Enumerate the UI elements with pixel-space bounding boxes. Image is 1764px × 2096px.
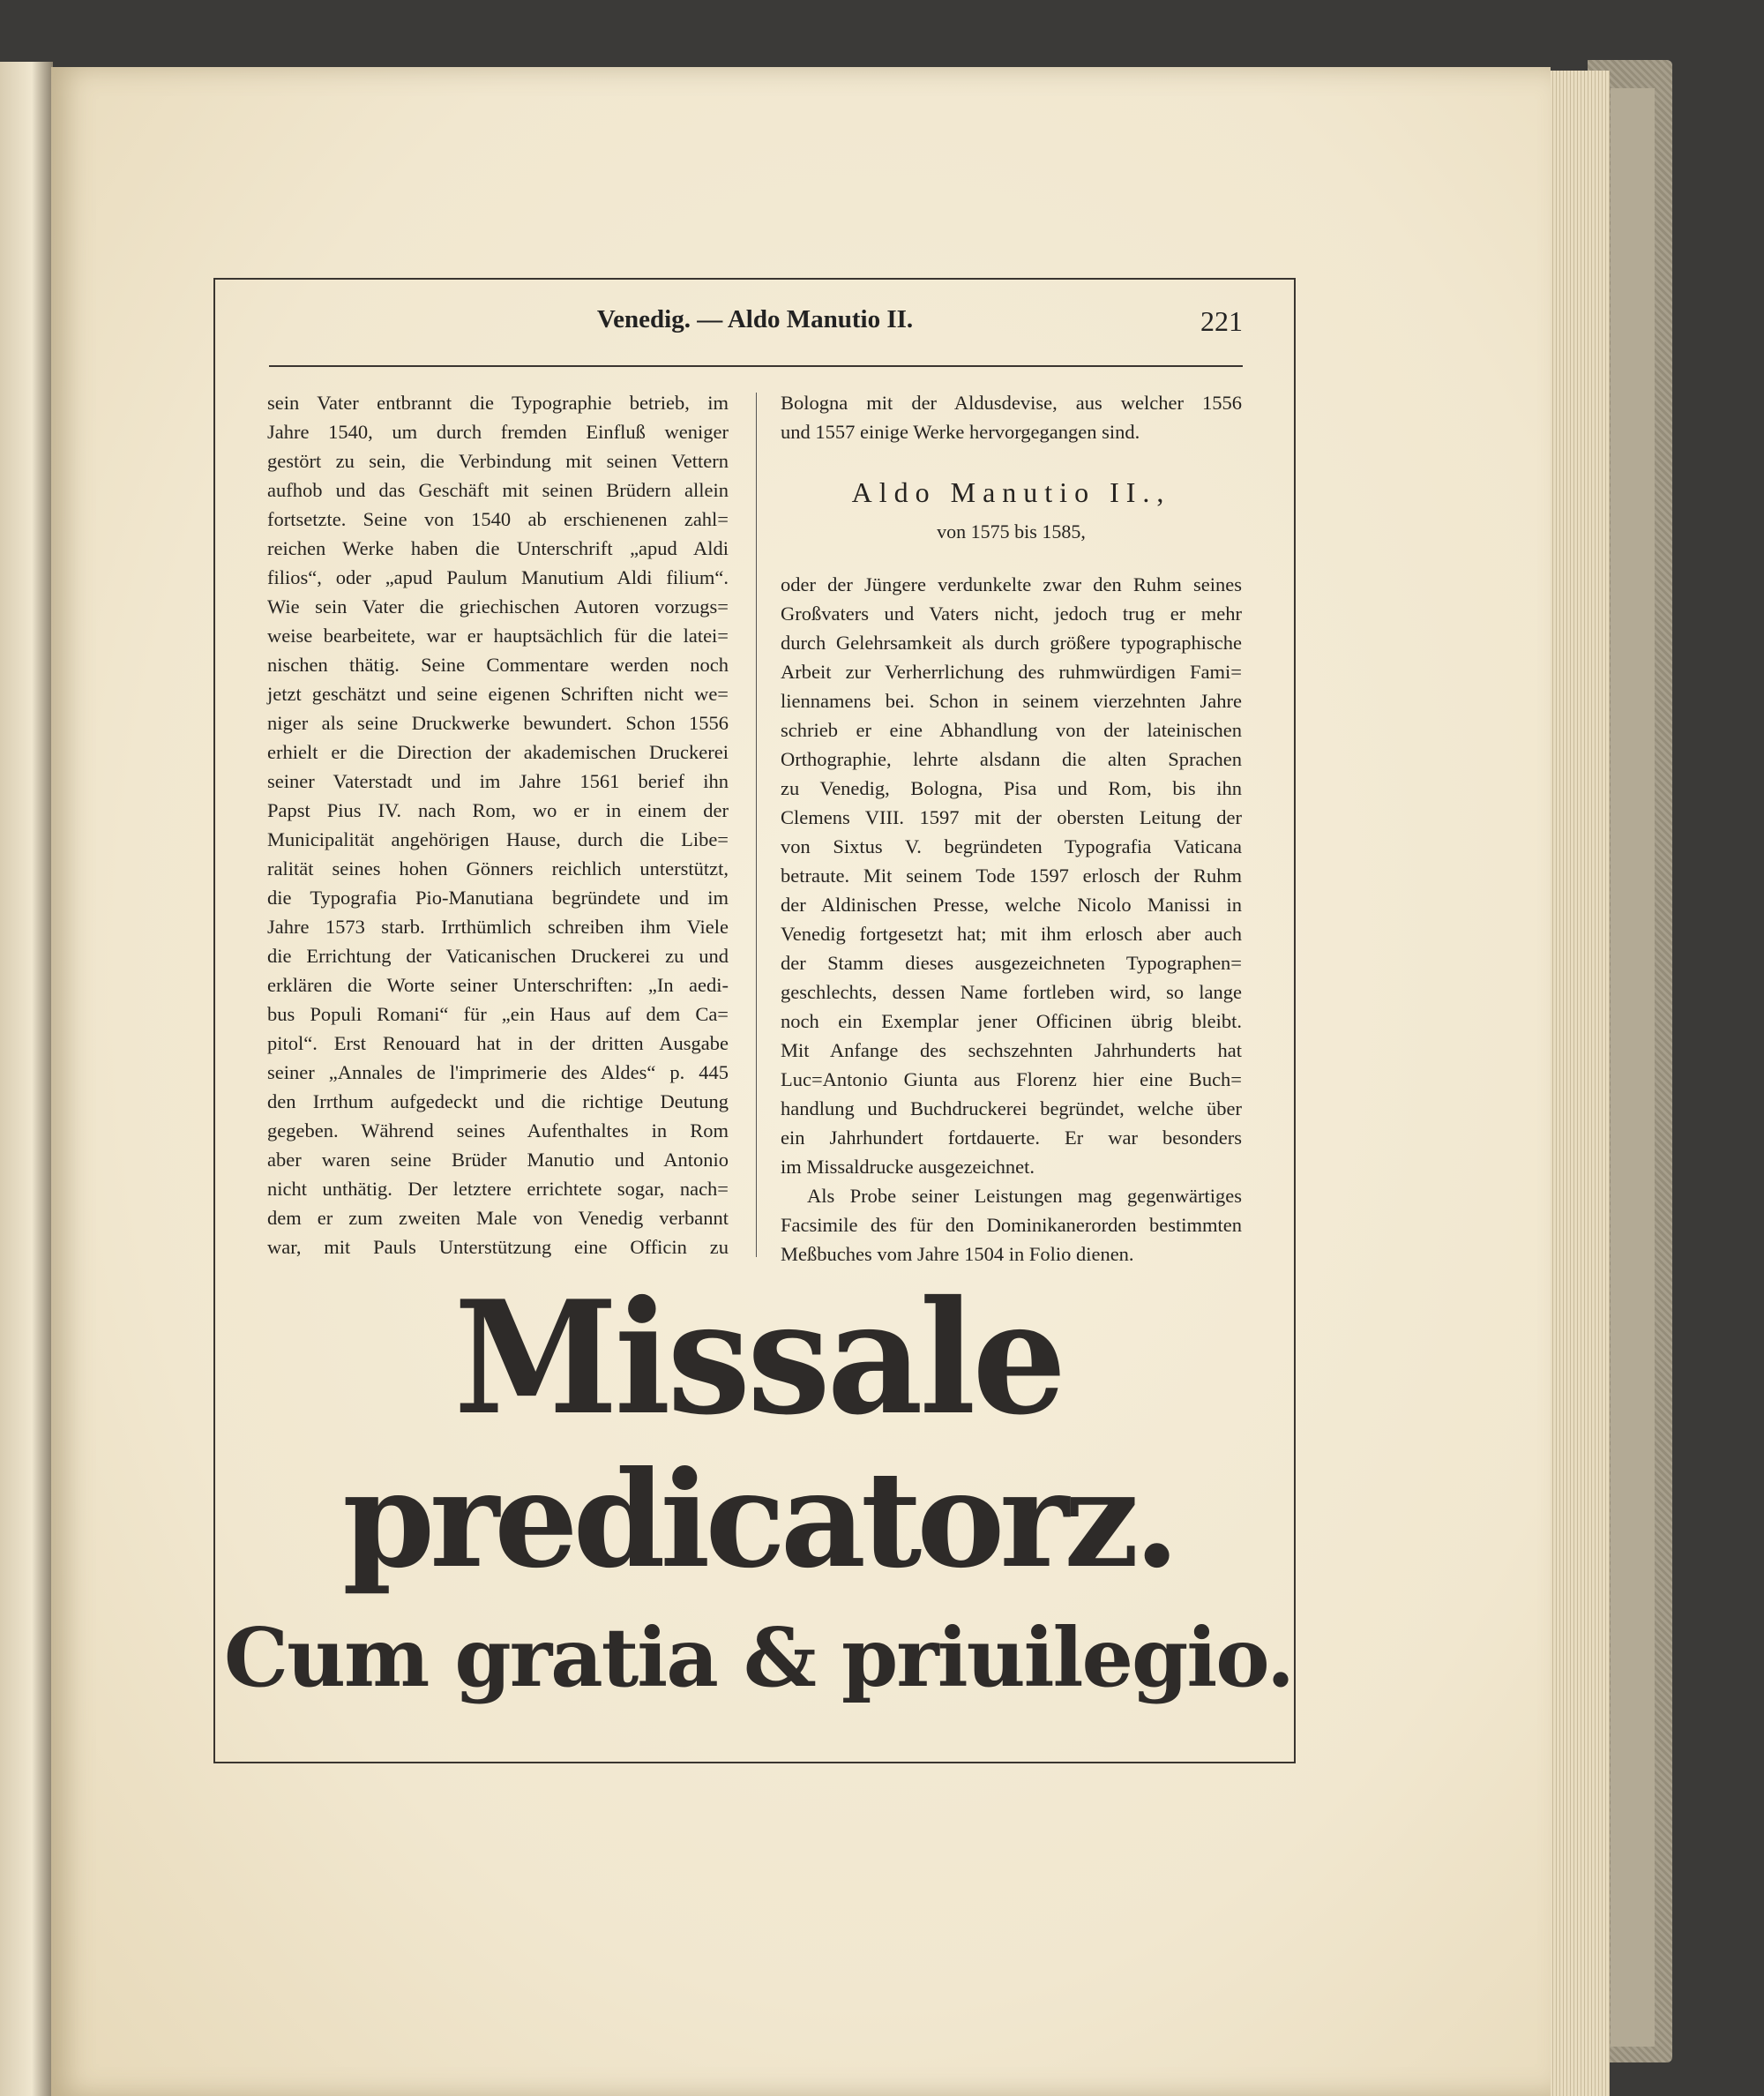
page-number: 221: [1200, 305, 1243, 337]
text-line: gegeben. Während seines Aufenthaltes in Rom: [267, 1119, 729, 1142]
text-line: aufhob und das Geschäft mit seinen Brüdern allein: [267, 479, 729, 501]
text-line: ralität seines hohen Gönners reichlich unterstützt,: [267, 857, 729, 880]
text-line: pitol“. Erst Renouard hat in der dritten Ausgabe: [267, 1032, 729, 1054]
text-line: nicht unthätig. Der letztere errichtete sogar, nach=: [267, 1178, 729, 1200]
page-header: [267, 305, 1243, 341]
text-line: Papst Pius IV. nach Rom, wo er in einem der: [267, 799, 729, 821]
text-line: reichen Werke haben die Unterschrift „apud Aldi: [267, 537, 729, 559]
text-line: zu Venedig, Bologna, Pisa und Rom, bis ihn: [781, 777, 1242, 799]
section-subheading: von 1575 bis 1585,: [937, 520, 1086, 543]
text-line: noch ein Exemplar jener Officinen übrig bleibt.: [781, 1010, 1242, 1032]
text-line: oder der Jüngere verdunkelte zwar den Ruhm seines: [781, 573, 1242, 595]
text-line: weise bearbeitete, war er hauptsächlich für die latei=: [267, 625, 729, 647]
text-line: Orthographie, lehrte alsdann die alten Sprachen: [781, 748, 1242, 770]
header-rule: [269, 365, 1243, 367]
text-line: liennamens bei. Schon in seinem vierzehnten Jahre: [781, 690, 1242, 712]
facsimile-privilege-line: Cum gratia & priuilegio.: [223, 1610, 1294, 1705]
text-line: ein Jahrhundert fortdauerte. Er war besonders: [781, 1127, 1242, 1149]
text-line: von Sixtus V. begründeten Typografia Vaticana: [781, 835, 1242, 857]
text-line: Jahre 1573 starb. Irrthümlich schreiben ihm Viele: [267, 916, 729, 938]
text-line: die Typografia Pio-Manutiana begründete und im: [267, 887, 729, 909]
text-line: handlung und Buchdruckerei begründet, welche über: [781, 1097, 1242, 1119]
text-line: erklären die Worte seiner Unterschriften: „In aedi-: [267, 974, 729, 996]
text-line: den Irrthum aufgedeckt und die richtige Deutung: [267, 1090, 729, 1112]
facsimile-title-predicatorum: predicatorz.: [342, 1442, 1175, 1598]
text-line: seiner Vaterstadt und im Jahre 1561 berief ihn: [267, 770, 729, 792]
text-line: war, mit Pauls Unterstützung eine Officin zu: [267, 1236, 729, 1258]
text-line: die Errichtung der Vaticanischen Druckerei zu und: [267, 945, 729, 967]
text-line: sein Vater entbrannt die Typographie betrieb, im: [267, 392, 729, 414]
text-line: Großvaters und Vaters nicht, jedoch trug er mehr: [781, 603, 1242, 625]
text-line: und 1557 einige Werke hervorgegangen sind.: [781, 421, 1140, 443]
text-line: der Stamm dieses ausgezeichneten Typographen=: [781, 952, 1242, 974]
text-line: Wie sein Vater die griechischen Autoren vorzugs=: [267, 595, 729, 618]
right-text-column: [781, 388, 1242, 1269]
text-line: im Missaldrucke ausgezeichnet.: [781, 1156, 1035, 1178]
text-line: dem er zum zweiten Male von Venedig verbannt: [267, 1207, 729, 1229]
text-line: gestört zu sein, die Verbindung mit seinen Vettern: [267, 450, 729, 472]
left-text-column: [267, 388, 729, 1261]
text-line: Arbeit zur Verherrlichung des ruhmwürdigen Fami=: [781, 661, 1242, 683]
text-line: Jahre 1540, um durch fremden Einfluß weniger: [267, 421, 729, 443]
text-line: geschlechts, dessen Name fortleben wird, so lange: [781, 981, 1242, 1003]
text-line: seiner „Annales de l'imprimerie des Aldes“ p. 445: [267, 1061, 729, 1083]
column-divider: [756, 393, 757, 1257]
book-board: [1611, 88, 1655, 2047]
text-line: Facsimile des für den Dominikanerorden bestimmten: [781, 1214, 1242, 1236]
text-line: aber waren seine Brüder Manutio und Antonio: [267, 1149, 729, 1171]
text-line: Luc=Antonio Giunta aus Florenz hier eine Buch=: [781, 1068, 1242, 1090]
text-line: Als Probe seiner Leistungen mag gegenwärtiges: [807, 1185, 1242, 1207]
text-line: Clemens VIII. 1597 mit der obersten Leitung der: [781, 806, 1242, 828]
text-line: filios“, oder „apud Paulum Manutium Aldi filium“.: [267, 566, 729, 588]
facsimile-title-missale: Missale: [453, 1266, 1064, 1449]
text-line: Mit Anfange des sechszehnten Jahrhunderts hat: [781, 1039, 1242, 1061]
text-line: Venedig fortgesetzt hat; mit ihm erlosch aber auch: [781, 923, 1242, 945]
text-line: durch Gelehrsamkeit als durch größere typographische: [781, 632, 1242, 654]
section-heading: Aldo Manutio II.,: [851, 476, 1171, 508]
text-line: Bologna mit der Aldusdevise, aus welcher 1556: [781, 392, 1242, 414]
text-line: bus Populi Romani“ für „ein Haus auf dem Ca=: [267, 1003, 729, 1025]
text-line: schrieb er eine Abhandlung von der lateinischen: [781, 719, 1242, 741]
text-line: der Aldinischen Presse, welche Nicolo Manissi in: [781, 894, 1242, 916]
facing-page-edge: [0, 62, 53, 2096]
text-line: niger als seine Druckwerke bewundert. Schon 1556: [267, 712, 729, 734]
text-line: Municipalität angehörigen Hause, durch die Libe=: [267, 828, 729, 850]
running-title: Venedig. — Aldo Manutio II.: [596, 305, 914, 333]
text-line: Meßbuches vom Jahre 1504 in Folio dienen.: [781, 1243, 1134, 1265]
text-line: jetzt geschätzt und seine eigenen Schriften nicht we=: [267, 683, 729, 705]
text-line: betraute. Mit seinem Tode 1597 erlosch der Ruhm: [781, 865, 1242, 887]
text-line: nischen thätig. Seine Commentare werden noch: [267, 654, 729, 676]
text-line: fortsetzte. Seine von 1540 ab erschienenen zahl=: [267, 508, 729, 530]
text-line: erhielt er die Direction der akademischen Druckerei: [267, 741, 729, 763]
